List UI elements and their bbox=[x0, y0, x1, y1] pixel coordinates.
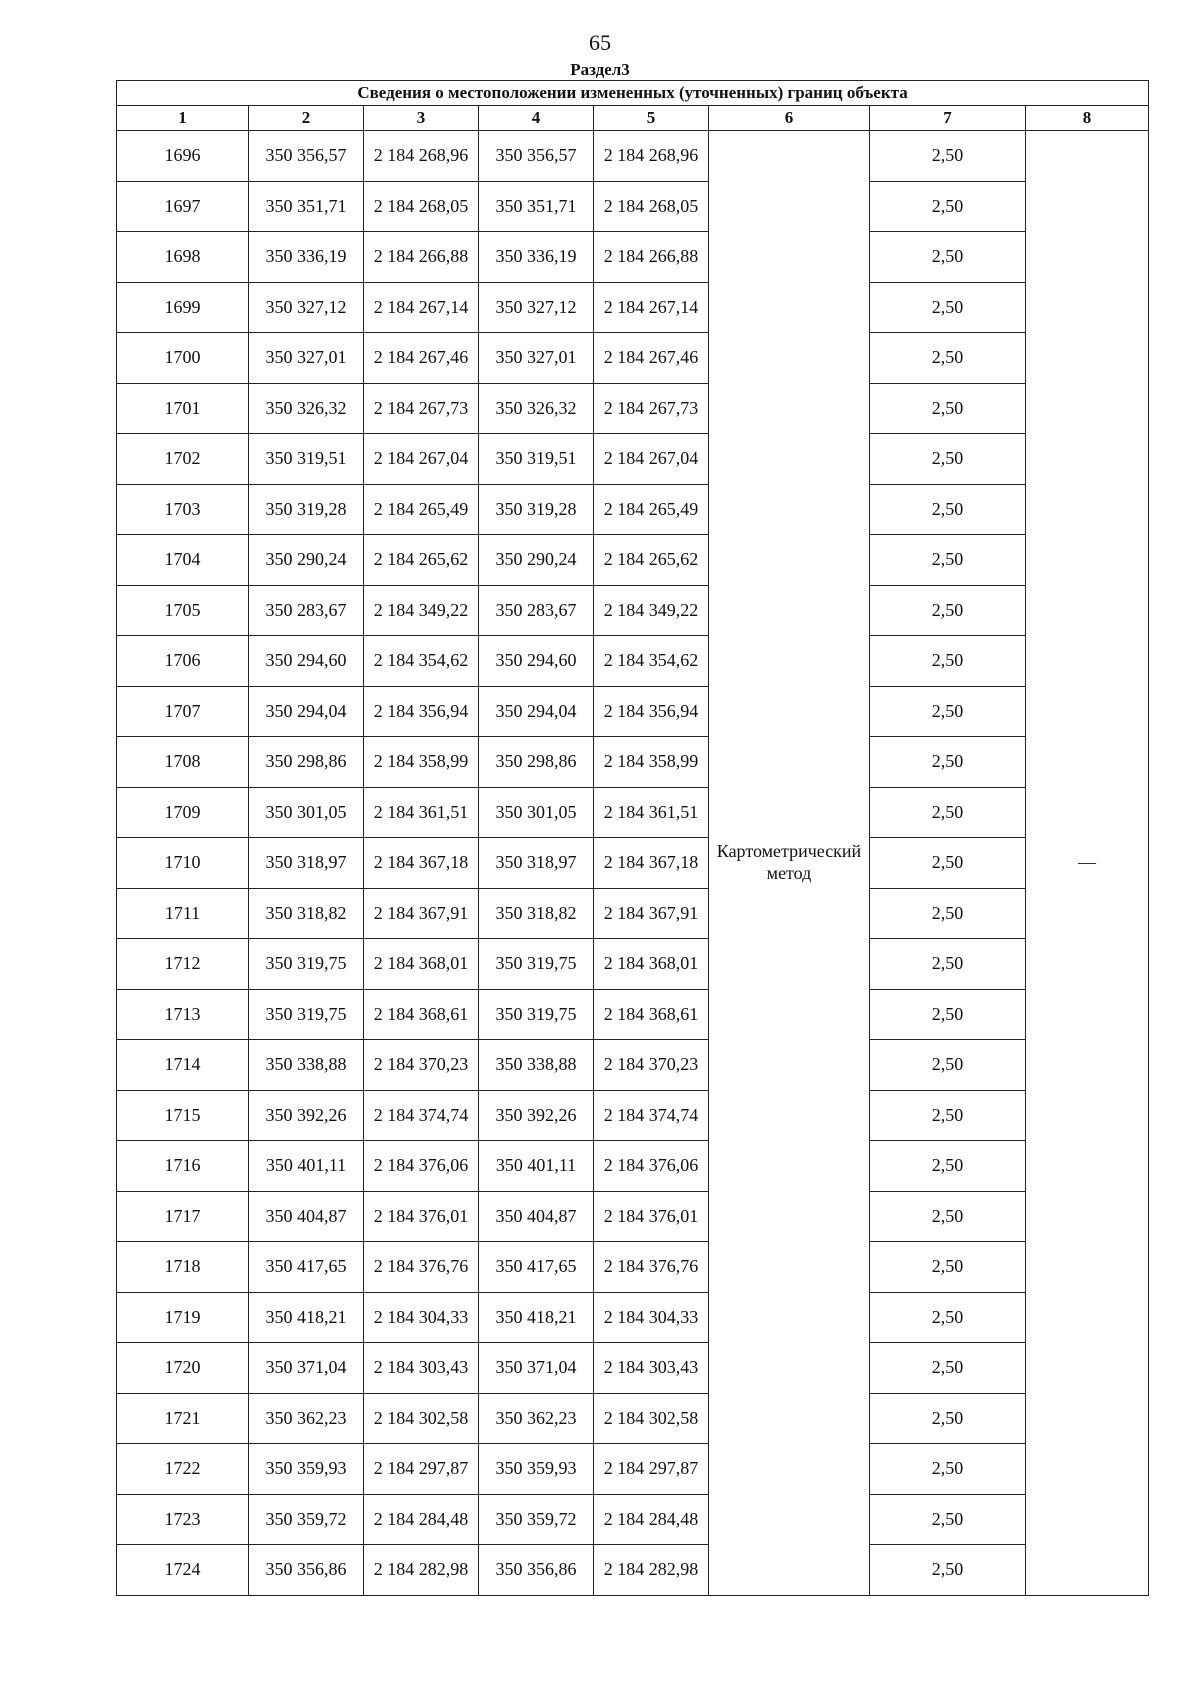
point-number-cell: 1723 bbox=[117, 1494, 249, 1545]
x-existing-cell: 350 351,71 bbox=[249, 181, 364, 232]
x-existing-cell: 350 319,28 bbox=[249, 484, 364, 535]
x-existing-cell: 350 319,51 bbox=[249, 434, 364, 485]
y-refined-cell: 2 184 284,48 bbox=[594, 1494, 709, 1545]
accuracy-cell: 2,50 bbox=[870, 1343, 1026, 1394]
point-number-cell: 1715 bbox=[117, 1090, 249, 1141]
point-number-cell: 1721 bbox=[117, 1393, 249, 1444]
x-existing-cell: 350 404,87 bbox=[249, 1191, 364, 1242]
y-refined-cell: 2 184 368,61 bbox=[594, 989, 709, 1040]
y-existing-cell: 2 184 358,99 bbox=[364, 737, 479, 788]
table-row bbox=[117, 1393, 1149, 1444]
column-number: 5 bbox=[594, 106, 709, 131]
x-existing-cell: 350 338,88 bbox=[249, 1040, 364, 1091]
point-number-cell: 1707 bbox=[117, 686, 249, 737]
accuracy-cell: 2,50 bbox=[870, 1545, 1026, 1596]
y-existing-cell: 2 184 297,87 bbox=[364, 1444, 479, 1495]
y-existing-cell: 2 184 367,91 bbox=[364, 888, 479, 939]
y-existing-cell: 2 184 376,06 bbox=[364, 1141, 479, 1192]
table-row bbox=[117, 1090, 1149, 1141]
y-refined-cell: 2 184 374,74 bbox=[594, 1090, 709, 1141]
accuracy-cell: 2,50 bbox=[870, 1141, 1026, 1192]
accuracy-cell: 2,50 bbox=[870, 282, 1026, 333]
x-refined-cell: 350 319,51 bbox=[479, 434, 594, 485]
table-row bbox=[117, 888, 1149, 939]
accuracy-cell: 2,50 bbox=[870, 1444, 1026, 1495]
table-body bbox=[117, 131, 1149, 1596]
point-number-cell: 1702 bbox=[117, 434, 249, 485]
x-existing-cell: 350 362,23 bbox=[249, 1393, 364, 1444]
y-refined-cell: 2 184 267,04 bbox=[594, 434, 709, 485]
column-number: 6 bbox=[709, 106, 870, 131]
table-row bbox=[117, 585, 1149, 636]
x-refined-cell: 350 319,75 bbox=[479, 939, 594, 990]
y-existing-cell: 2 184 367,18 bbox=[364, 838, 479, 889]
table-row bbox=[117, 434, 1149, 485]
x-existing-cell: 350 417,65 bbox=[249, 1242, 364, 1293]
x-existing-cell: 350 301,05 bbox=[249, 787, 364, 838]
accuracy-cell: 2,50 bbox=[870, 1494, 1026, 1545]
y-refined-cell: 2 184 376,06 bbox=[594, 1141, 709, 1192]
x-refined-cell: 350 356,57 bbox=[479, 131, 594, 182]
accuracy-cell: 2,50 bbox=[870, 1040, 1026, 1091]
x-refined-cell: 350 301,05 bbox=[479, 787, 594, 838]
table-row bbox=[117, 1494, 1149, 1545]
x-existing-cell: 350 401,11 bbox=[249, 1141, 364, 1192]
x-existing-cell: 350 359,93 bbox=[249, 1444, 364, 1495]
x-refined-cell: 350 418,21 bbox=[479, 1292, 594, 1343]
table-row bbox=[117, 989, 1149, 1040]
accuracy-cell: 2,50 bbox=[870, 1242, 1026, 1293]
x-refined-cell: 350 294,60 bbox=[479, 636, 594, 687]
y-existing-cell: 2 184 268,96 bbox=[364, 131, 479, 182]
x-existing-cell: 350 294,60 bbox=[249, 636, 364, 687]
point-number-cell: 1698 bbox=[117, 232, 249, 283]
x-existing-cell: 350 356,57 bbox=[249, 131, 364, 182]
point-number-cell: 1708 bbox=[117, 737, 249, 788]
x-refined-cell: 350 327,01 bbox=[479, 333, 594, 384]
accuracy-cell: 2,50 bbox=[870, 535, 1026, 586]
point-number-cell: 1714 bbox=[117, 1040, 249, 1091]
y-refined-cell: 2 184 361,51 bbox=[594, 787, 709, 838]
x-existing-cell: 350 318,97 bbox=[249, 838, 364, 889]
point-number-cell: 1717 bbox=[117, 1191, 249, 1242]
y-refined-cell: 2 184 266,88 bbox=[594, 232, 709, 283]
point-number-cell: 1696 bbox=[117, 131, 249, 182]
point-number-cell: 1710 bbox=[117, 838, 249, 889]
y-existing-cell: 2 184 376,76 bbox=[364, 1242, 479, 1293]
x-refined-cell: 350 319,75 bbox=[479, 989, 594, 1040]
y-existing-cell: 2 184 354,62 bbox=[364, 636, 479, 687]
x-existing-cell: 350 371,04 bbox=[249, 1343, 364, 1394]
table-row bbox=[117, 181, 1149, 232]
y-existing-cell: 2 184 265,49 bbox=[364, 484, 479, 535]
y-refined-cell: 2 184 265,49 bbox=[594, 484, 709, 535]
y-existing-cell: 2 184 282,98 bbox=[364, 1545, 479, 1596]
x-refined-cell: 350 318,82 bbox=[479, 888, 594, 939]
x-existing-cell: 350 326,32 bbox=[249, 383, 364, 434]
accuracy-cell: 2,50 bbox=[870, 1090, 1026, 1141]
table-row bbox=[117, 1141, 1149, 1192]
table-caption: Сведения о местоположении измененных (уточненных) границ объекта bbox=[117, 81, 1149, 106]
x-refined-cell: 350 356,86 bbox=[479, 1545, 594, 1596]
point-number-cell: 1703 bbox=[117, 484, 249, 535]
x-existing-cell: 350 356,86 bbox=[249, 1545, 364, 1596]
accuracy-cell: 2,50 bbox=[870, 686, 1026, 737]
y-refined-cell: 2 184 267,73 bbox=[594, 383, 709, 434]
table-row bbox=[117, 333, 1149, 384]
accuracy-cell: 2,50 bbox=[870, 989, 1026, 1040]
accuracy-cell: 2,50 bbox=[870, 585, 1026, 636]
accuracy-cell: 2,50 bbox=[870, 181, 1026, 232]
table-row bbox=[117, 1292, 1149, 1343]
point-number-cell: 1722 bbox=[117, 1444, 249, 1495]
y-existing-cell: 2 184 374,74 bbox=[364, 1090, 479, 1141]
x-refined-cell: 350 298,86 bbox=[479, 737, 594, 788]
accuracy-cell: 2,50 bbox=[870, 1292, 1026, 1343]
table-row bbox=[117, 787, 1149, 838]
table-row bbox=[117, 1191, 1149, 1242]
point-number-cell: 1706 bbox=[117, 636, 249, 687]
point-number-cell: 1699 bbox=[117, 282, 249, 333]
point-number-cell: 1701 bbox=[117, 383, 249, 434]
table-row bbox=[117, 1444, 1149, 1495]
point-number-cell: 1700 bbox=[117, 333, 249, 384]
y-refined-cell: 2 184 302,58 bbox=[594, 1393, 709, 1444]
table-row bbox=[117, 1242, 1149, 1293]
point-number-cell: 1720 bbox=[117, 1343, 249, 1394]
x-refined-cell: 350 327,12 bbox=[479, 282, 594, 333]
accuracy-cell: 2,50 bbox=[870, 787, 1026, 838]
column-number: 2 bbox=[249, 106, 364, 131]
x-refined-cell: 350 359,72 bbox=[479, 1494, 594, 1545]
table-row bbox=[117, 535, 1149, 586]
x-refined-cell: 350 326,32 bbox=[479, 383, 594, 434]
section-title: Раздел3 bbox=[570, 60, 630, 79]
x-existing-cell: 350 319,75 bbox=[249, 939, 364, 990]
table-row bbox=[117, 636, 1149, 687]
accuracy-cell: 2,50 bbox=[870, 838, 1026, 889]
point-number-cell: 1697 bbox=[117, 181, 249, 232]
x-existing-cell: 350 294,04 bbox=[249, 686, 364, 737]
point-number-cell: 1712 bbox=[117, 939, 249, 990]
accuracy-cell: 2,50 bbox=[870, 737, 1026, 788]
x-existing-cell: 350 290,24 bbox=[249, 535, 364, 586]
accuracy-cell: 2,50 bbox=[870, 939, 1026, 990]
column-number: 3 bbox=[364, 106, 479, 131]
point-number-cell: 1711 bbox=[117, 888, 249, 939]
point-number-cell: 1705 bbox=[117, 585, 249, 636]
column-number: 1 bbox=[117, 106, 249, 131]
y-refined-cell: 2 184 267,14 bbox=[594, 282, 709, 333]
y-existing-cell: 2 184 303,43 bbox=[364, 1343, 479, 1394]
y-refined-cell: 2 184 267,46 bbox=[594, 333, 709, 384]
x-existing-cell: 350 327,12 bbox=[249, 282, 364, 333]
column-number-row bbox=[117, 106, 1149, 131]
column-number: 8 bbox=[1026, 106, 1149, 131]
table-row bbox=[117, 282, 1149, 333]
accuracy-cell: 2,50 bbox=[870, 383, 1026, 434]
y-existing-cell: 2 184 302,58 bbox=[364, 1393, 479, 1444]
y-existing-cell: 2 184 361,51 bbox=[364, 787, 479, 838]
x-existing-cell: 350 318,82 bbox=[249, 888, 364, 939]
point-number-cell: 1713 bbox=[117, 989, 249, 1040]
accuracy-cell: 2,50 bbox=[870, 1191, 1026, 1242]
y-existing-cell: 2 184 267,14 bbox=[364, 282, 479, 333]
x-refined-cell: 350 351,71 bbox=[479, 181, 594, 232]
y-refined-cell: 2 184 268,05 bbox=[594, 181, 709, 232]
x-refined-cell: 350 392,26 bbox=[479, 1090, 594, 1141]
table-row bbox=[117, 939, 1149, 990]
table-row bbox=[117, 1545, 1149, 1596]
accuracy-cell: 2,50 bbox=[870, 636, 1026, 687]
accuracy-cell: 2,50 bbox=[870, 333, 1026, 384]
table-row bbox=[117, 686, 1149, 737]
y-refined-cell: 2 184 297,87 bbox=[594, 1444, 709, 1495]
y-existing-cell: 2 184 370,23 bbox=[364, 1040, 479, 1091]
y-refined-cell: 2 184 303,43 bbox=[594, 1343, 709, 1394]
y-existing-cell: 2 184 368,61 bbox=[364, 989, 479, 1040]
point-number-cell: 1718 bbox=[117, 1242, 249, 1293]
x-refined-cell: 350 283,67 bbox=[479, 585, 594, 636]
table-row bbox=[117, 232, 1149, 283]
y-refined-cell: 2 184 356,94 bbox=[594, 686, 709, 737]
table-row bbox=[117, 383, 1149, 434]
accuracy-cell: 2,50 bbox=[870, 484, 1026, 535]
x-refined-cell: 350 371,04 bbox=[479, 1343, 594, 1394]
y-existing-cell: 2 184 284,48 bbox=[364, 1494, 479, 1545]
y-refined-cell: 2 184 370,23 bbox=[594, 1040, 709, 1091]
table-row bbox=[117, 737, 1149, 788]
x-existing-cell: 350 298,86 bbox=[249, 737, 364, 788]
x-refined-cell: 350 362,23 bbox=[479, 1393, 594, 1444]
x-refined-cell: 350 290,24 bbox=[479, 535, 594, 586]
table-row bbox=[117, 838, 1149, 889]
x-existing-cell: 350 336,19 bbox=[249, 232, 364, 283]
column-number: 7 bbox=[870, 106, 1026, 131]
accuracy-cell: 2,50 bbox=[870, 888, 1026, 939]
x-refined-cell: 350 319,28 bbox=[479, 484, 594, 535]
column-number: 4 bbox=[479, 106, 594, 131]
y-refined-cell: 2 184 367,18 bbox=[594, 838, 709, 889]
y-existing-cell: 2 184 268,05 bbox=[364, 181, 479, 232]
y-existing-cell: 2 184 304,33 bbox=[364, 1292, 479, 1343]
y-existing-cell: 2 184 267,46 bbox=[364, 333, 479, 384]
accuracy-cell: 2,50 bbox=[870, 232, 1026, 283]
point-number-cell: 1716 bbox=[117, 1141, 249, 1192]
table-row bbox=[117, 1343, 1149, 1394]
x-existing-cell: 350 327,01 bbox=[249, 333, 364, 384]
accuracy-cell: 2,50 bbox=[870, 434, 1026, 485]
x-refined-cell: 350 318,97 bbox=[479, 838, 594, 889]
y-existing-cell: 2 184 349,22 bbox=[364, 585, 479, 636]
y-refined-cell: 2 184 368,01 bbox=[594, 939, 709, 990]
y-existing-cell: 2 184 356,94 bbox=[364, 686, 479, 737]
y-refined-cell: 2 184 282,98 bbox=[594, 1545, 709, 1596]
y-refined-cell: 2 184 376,76 bbox=[594, 1242, 709, 1293]
table-row bbox=[117, 131, 1149, 182]
y-existing-cell: 2 184 267,73 bbox=[364, 383, 479, 434]
x-existing-cell: 350 418,21 bbox=[249, 1292, 364, 1343]
y-refined-cell: 2 184 265,62 bbox=[594, 535, 709, 586]
point-number-cell: 1724 bbox=[117, 1545, 249, 1596]
y-existing-cell: 2 184 368,01 bbox=[364, 939, 479, 990]
x-existing-cell: 350 319,75 bbox=[249, 989, 364, 1040]
y-refined-cell: 2 184 304,33 bbox=[594, 1292, 709, 1343]
x-refined-cell: 350 404,87 bbox=[479, 1191, 594, 1242]
x-refined-cell: 350 401,11 bbox=[479, 1141, 594, 1192]
x-refined-cell: 350 417,65 bbox=[479, 1242, 594, 1293]
point-number-cell: 1709 bbox=[117, 787, 249, 838]
accuracy-cell: 2,50 bbox=[870, 1393, 1026, 1444]
y-refined-cell: 2 184 367,91 bbox=[594, 888, 709, 939]
table-row bbox=[117, 484, 1149, 535]
y-existing-cell: 2 184 376,01 bbox=[364, 1191, 479, 1242]
point-number-cell: 1704 bbox=[117, 535, 249, 586]
table-row bbox=[117, 1040, 1149, 1091]
note-cell: — bbox=[1026, 131, 1149, 1596]
x-refined-cell: 350 338,88 bbox=[479, 1040, 594, 1091]
x-existing-cell: 350 359,72 bbox=[249, 1494, 364, 1545]
y-refined-cell: 2 184 358,99 bbox=[594, 737, 709, 788]
y-existing-cell: 2 184 267,04 bbox=[364, 434, 479, 485]
accuracy-cell: 2,50 bbox=[870, 131, 1026, 182]
y-refined-cell: 2 184 376,01 bbox=[594, 1191, 709, 1242]
y-refined-cell: 2 184 349,22 bbox=[594, 585, 709, 636]
point-number-cell: 1719 bbox=[117, 1292, 249, 1343]
y-existing-cell: 2 184 266,88 bbox=[364, 232, 479, 283]
y-refined-cell: 2 184 354,62 bbox=[594, 636, 709, 687]
x-existing-cell: 350 392,26 bbox=[249, 1090, 364, 1141]
y-existing-cell: 2 184 265,62 bbox=[364, 535, 479, 586]
method-cell: Картометрический метод bbox=[709, 131, 870, 1596]
coordinates-table bbox=[116, 80, 1149, 1596]
x-refined-cell: 350 359,93 bbox=[479, 1444, 594, 1495]
page-number: 65 bbox=[589, 30, 611, 55]
x-existing-cell: 350 283,67 bbox=[249, 585, 364, 636]
x-refined-cell: 350 336,19 bbox=[479, 232, 594, 283]
x-refined-cell: 350 294,04 bbox=[479, 686, 594, 737]
y-refined-cell: 2 184 268,96 bbox=[594, 131, 709, 182]
